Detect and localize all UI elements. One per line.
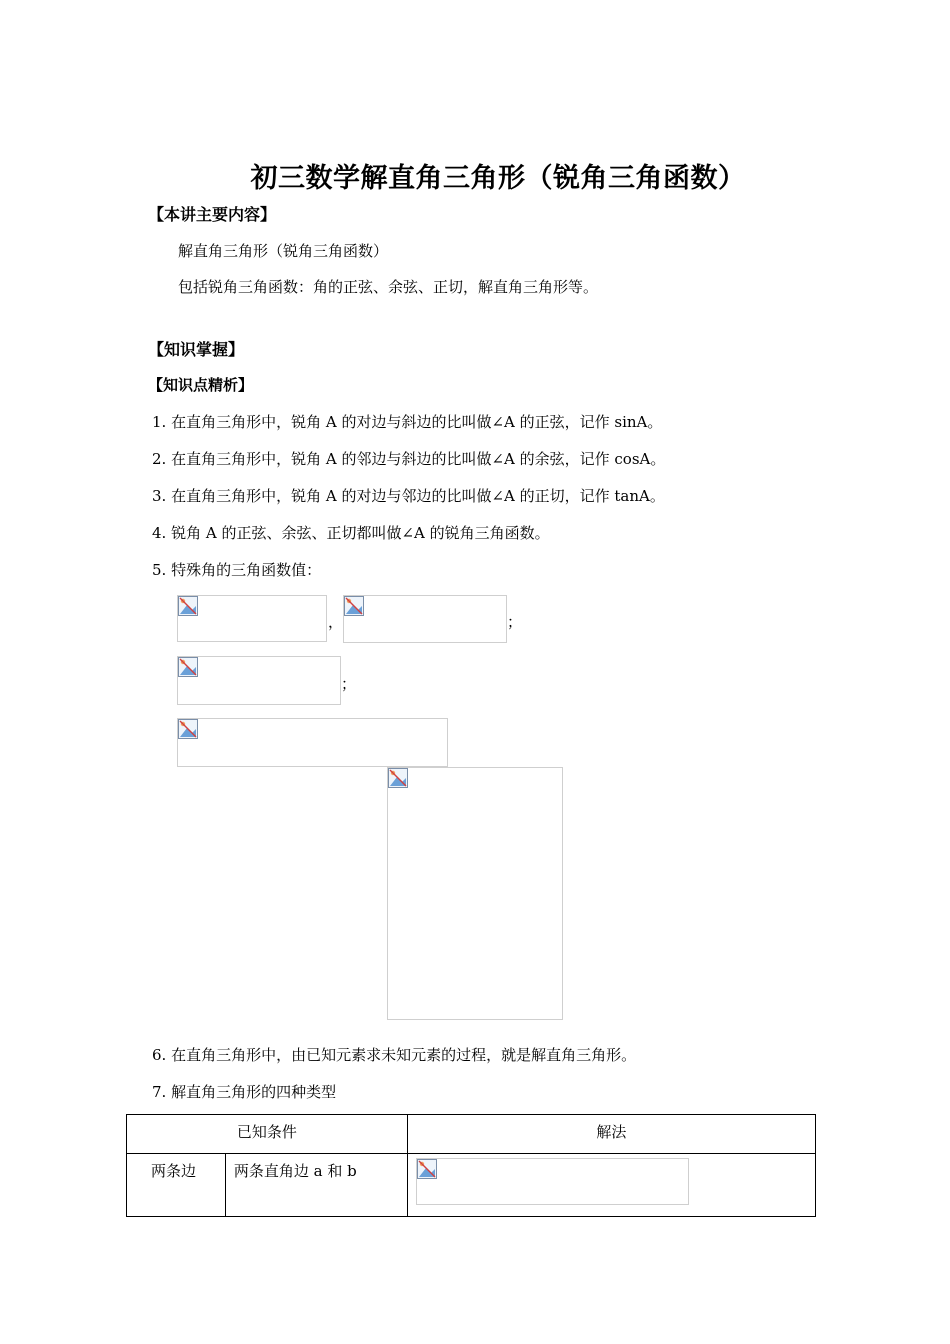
table-row: [127, 1154, 816, 1217]
knowledge-heading: 【知识掌握】: [148, 340, 245, 359]
point-2: 2. 在直角三角形中，锐角 A 的邻边与斜边的比叫做∠A 的余弦，记作 cosA。: [152, 450, 666, 468]
point-7: 7. 解直角三角形的四种类型: [152, 1083, 337, 1101]
broken-image-icon: [417, 1159, 437, 1179]
row-solution: [407, 1154, 815, 1217]
page-title: 初三数学解直角三角形（锐角三角函数）: [250, 163, 746, 194]
broken-image-icon: [344, 596, 364, 616]
broken-image-icon: [178, 657, 198, 677]
formula-image-4: [177, 718, 448, 767]
main-content-line-1: 解直角三角形（锐角三角函数）: [178, 242, 389, 260]
special-angle-table-image: [387, 767, 563, 1020]
broken-image-icon: [388, 768, 408, 788]
formula-image-2: [343, 595, 507, 643]
point-1: 1. 在直角三角形中，锐角 A 的对边与斜边的比叫做∠A 的正弦，记作 sinA。: [152, 413, 663, 431]
row-condition: 两条直角边 a 和 b: [225, 1154, 407, 1217]
solution-formula-image: [416, 1158, 689, 1205]
formula-image-1: [177, 595, 327, 642]
point-4: 4. 锐角 A 的正弦、余弦、正切都叫做∠A 的锐角三角函数。: [152, 524, 550, 542]
row-category: 两条边: [127, 1154, 226, 1217]
analysis-heading: 【知识点精析】: [148, 376, 254, 394]
formula-image-3: [177, 656, 341, 705]
broken-image-icon: [178, 719, 198, 739]
point-5: 5. 特殊角的三角函数值：: [152, 561, 322, 579]
header-solution: 解法: [407, 1115, 815, 1154]
separator-semicolon: ；: [507, 613, 523, 631]
table-header-row: [127, 1115, 816, 1154]
main-content-line-2: 包括锐角三角函数：角的正弦、余弦、正切，解直角三角形等。: [178, 278, 599, 296]
header-known-conditions: 已知条件: [127, 1115, 408, 1154]
point-6: 6. 在直角三角形中，由已知元素求未知元素的过程，就是解直角三角形。: [152, 1046, 637, 1064]
separator-comma: ，: [328, 613, 344, 631]
point-3: 3. 在直角三角形中，锐角 A 的对边与邻边的比叫做∠A 的正切，记作 tanA。: [152, 487, 665, 505]
broken-image-icon: [178, 596, 198, 616]
separator-semicolon: ；: [341, 675, 357, 693]
solving-types-table: [126, 1114, 816, 1217]
main-content-heading: 【本讲主要内容】: [148, 205, 277, 224]
